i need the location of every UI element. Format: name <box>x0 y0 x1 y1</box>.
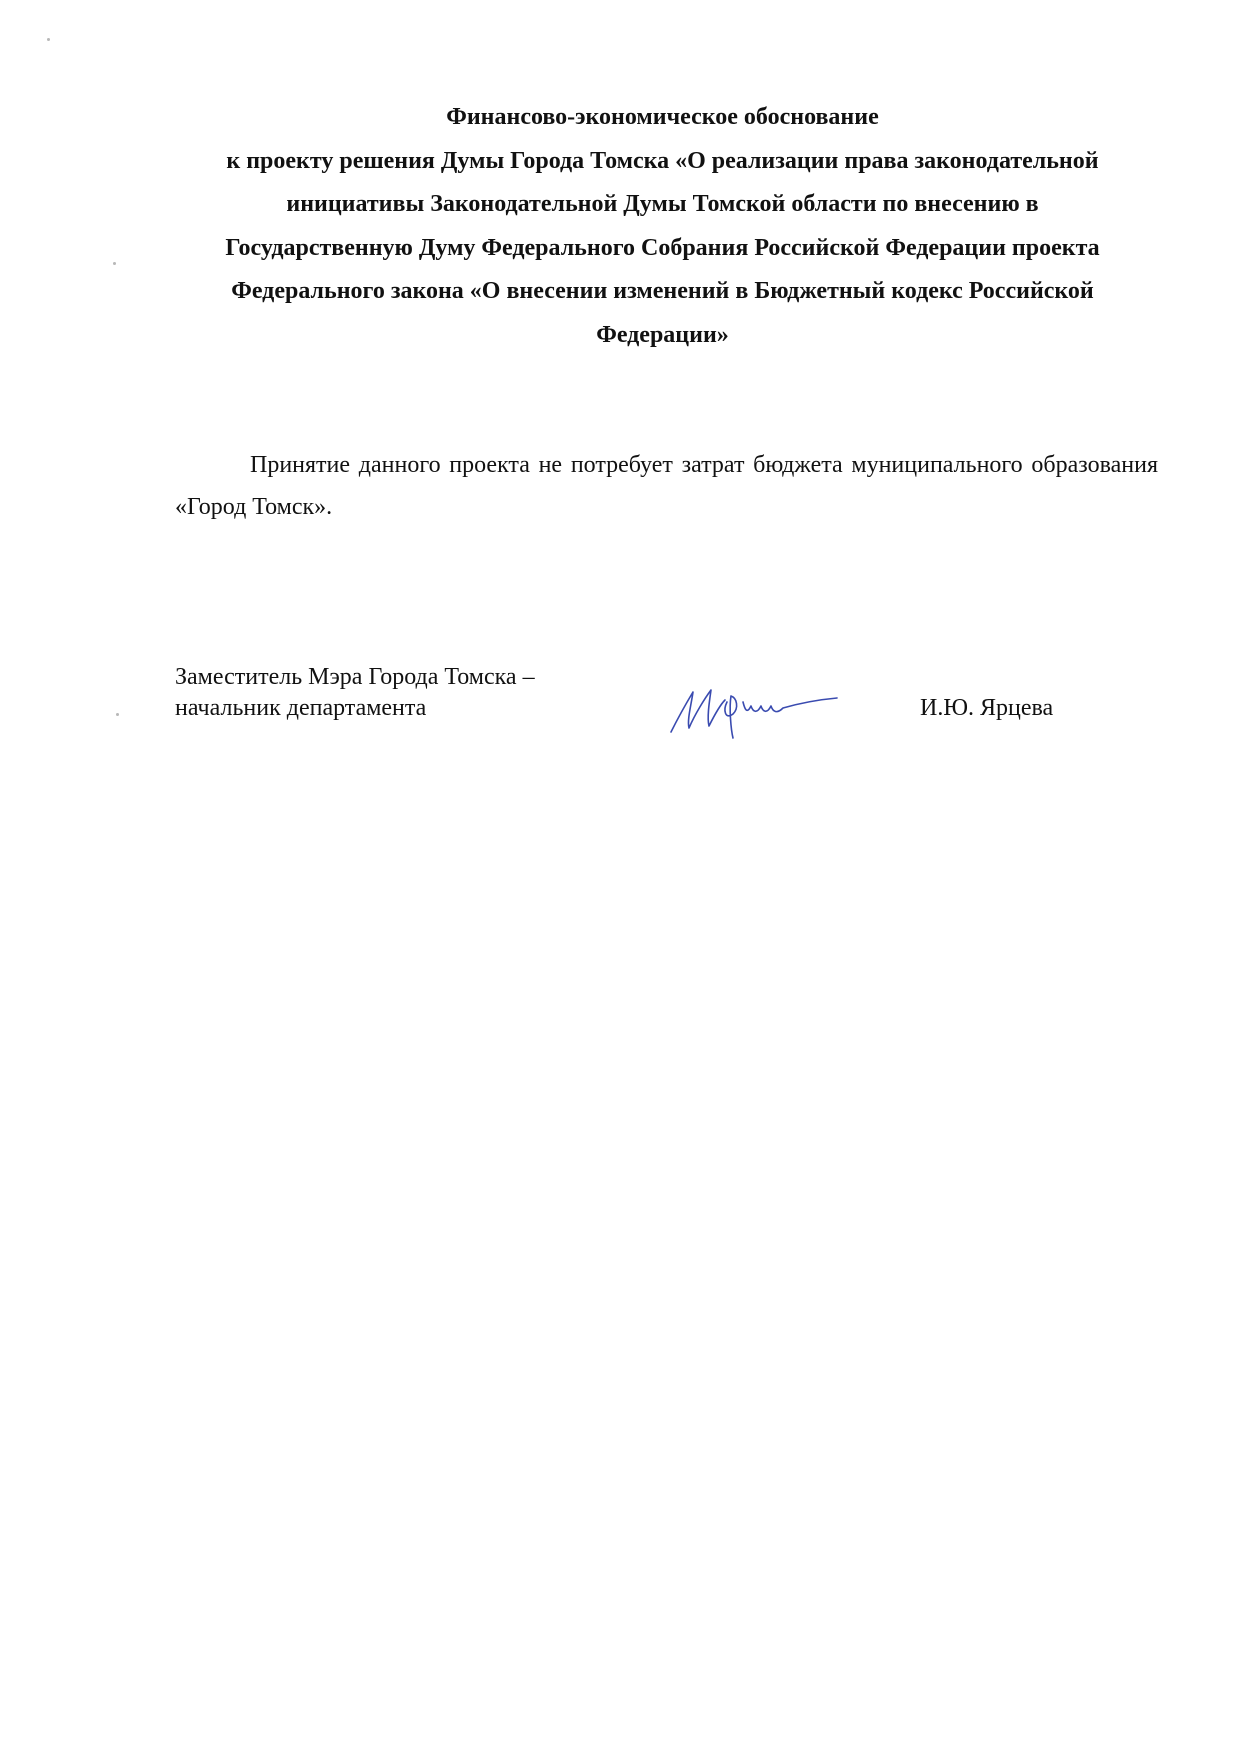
body-paragraph: Принятие данного проекта не потребует затрат бюджета муниципального образования «Город Томск». <box>175 452 1158 520</box>
signature-block <box>175 662 1160 742</box>
title-line: Государственную Думу Федерального Собрания Российской Федерации проекта <box>225 234 1100 261</box>
signer-name: И.Ю. Ярцева <box>920 695 1054 721</box>
title-line: к проекту решения Думы Города Томска «О реализации права законодательной <box>226 147 1099 174</box>
document-title <box>170 96 1155 357</box>
scan-speck <box>47 38 50 41</box>
title-line: Федерального закона «О внесении изменений в Бюджетный кодекс Российской <box>231 278 1094 304</box>
title-line: Федерации» <box>596 321 729 348</box>
signer-position <box>175 662 535 724</box>
title-line: Финансово-экономическое обоснование <box>446 104 879 130</box>
scan-speck <box>113 262 116 265</box>
signer-position-line: начальник департамента <box>175 695 427 721</box>
title-line: инициативы Законодательной Думы Томской области по внесению в <box>286 191 1039 217</box>
handwritten-signature <box>667 680 842 740</box>
signer-position-line: Заместитель Мэра Города Томска – <box>175 664 535 690</box>
scan-speck <box>116 713 119 716</box>
